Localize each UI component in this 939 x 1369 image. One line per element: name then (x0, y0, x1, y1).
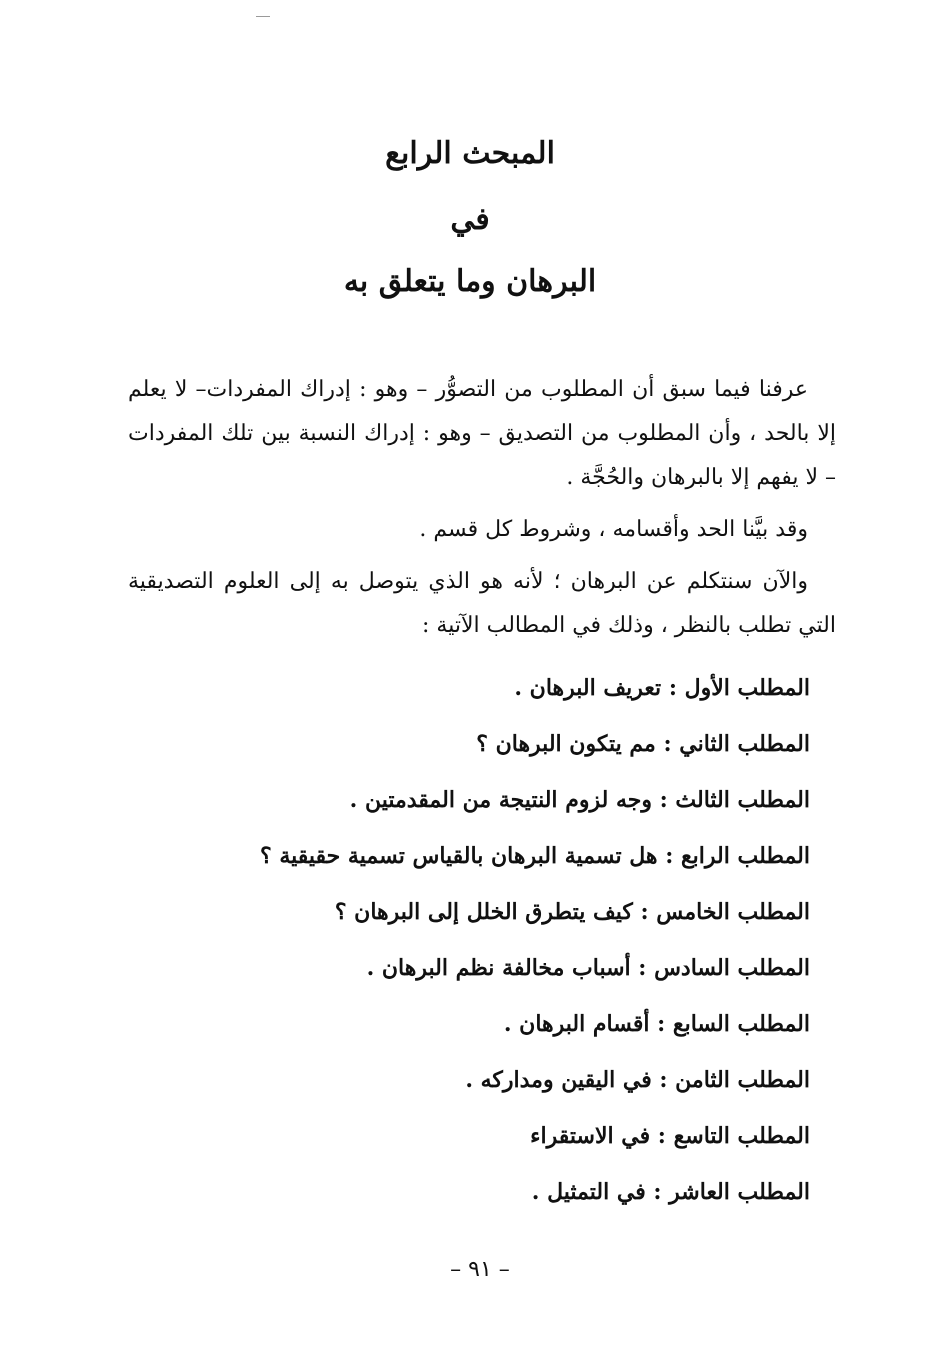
overview-paragraph-text: والآن سنتكلم عن البرهان ؛ لأنه هو الذي يتوصل به إلى العلوم التصديقية التي تطلب بالنظر ، وذلك في المطالب الآتية : (128, 569, 836, 638)
section-item-4: المطلب الرابع : هل تسمية البرهان بالقياس تسمية حقيقية ؟ (260, 843, 810, 869)
intro-paragraph-text: عرفنا فيما سبق أن المطلوب من التصوُّر – وهو : إدراك المفردات– لا يعلم إلا بالحد ، وأن المطلوب من التصديق – وهو : إدراك النسبة بين تلك المفردات – لا يفهم إلا بالبرهان والحُجَّة . (128, 377, 836, 490)
definition-paragraph (128, 508, 836, 552)
section-item-7: المطلب السابع : أقسام البرهان . (503, 1011, 810, 1037)
section-item-9: المطلب التاسع : في الاستقراء (530, 1123, 810, 1149)
top-margin-mark (256, 16, 270, 17)
section-item-8: المطلب الثامن : في اليقين ومداركه . (465, 1067, 810, 1093)
section-item-3: المطلب الثالث : وجه لزوم النتيجة من المقدمتين . (349, 787, 810, 813)
sections-list (180, 660, 810, 1220)
page-number: – ٩١ – (450, 1257, 510, 1282)
section-item-10: المطلب العاشر : في التمثيل . (531, 1179, 810, 1205)
section-item-2: المطلب الثاني : مم يتكون البرهان ؟ (476, 731, 810, 757)
chapter-heading-preposition: في (450, 202, 490, 237)
intro-paragraph (128, 368, 836, 500)
chapter-title: البرهان وما يتعلق به (343, 264, 597, 299)
definition-paragraph-text: وقد بيَّنا الحد وأقسامه ، وشروط كل قسم . (419, 517, 808, 542)
overview-paragraph (128, 560, 836, 648)
chapter-heading: المبحث الرابع (385, 136, 555, 171)
section-item-6: المطلب السادس : أسباب مخالفة نظم البرهان . (366, 955, 810, 981)
section-item-5: المطلب الخامس : كيف يتطرق الخلل إلى البرهان ؟ (334, 899, 810, 925)
section-item-1: المطلب الأول : تعريف البرهان . (514, 675, 810, 701)
